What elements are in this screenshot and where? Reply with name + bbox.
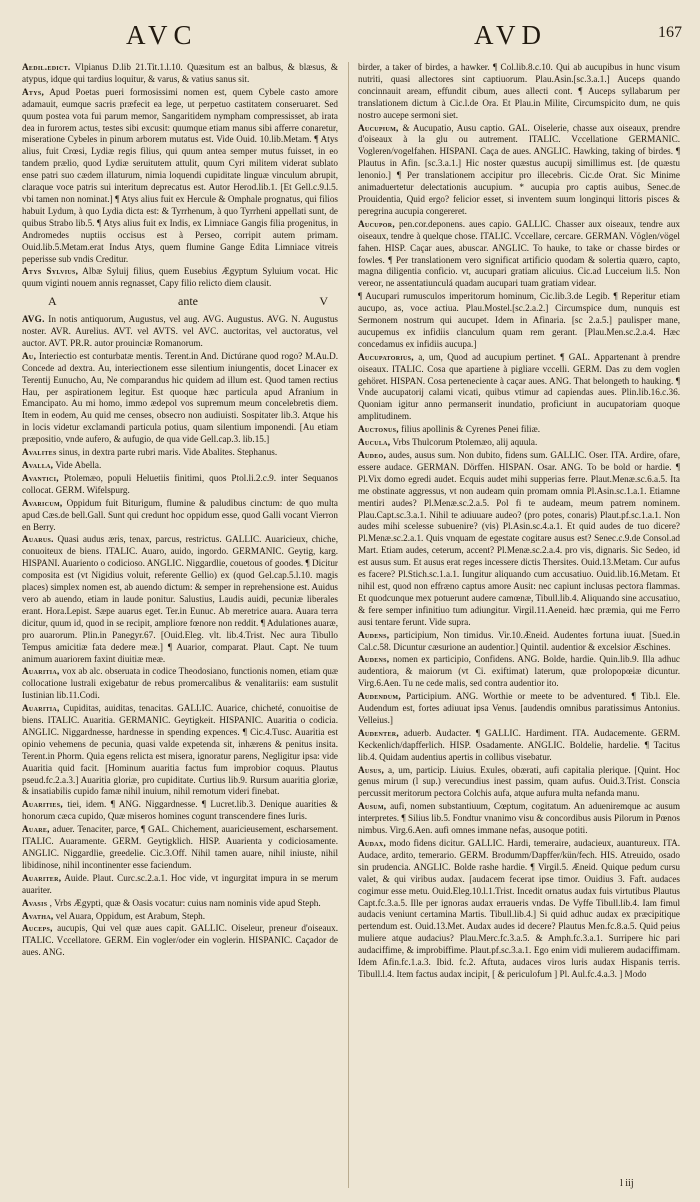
dictionary-entry <box>22 703 338 798</box>
entry-text: Cupiditas, auiditas, tenacitas. GALLIC. Auarice, chicheté, conuoitise de biens. ITALIC. Auaritia. GERMANIC. Geytigkeit. HISPANIC. Auaritia o codicia. ANGLIC. Niggardnesse, hardnesse in spending expences. ¶ Cic.4.Tusc. Auaritia est opinio vehemens de pecunia, quasi valde expetenda sit, inhærens & penitus insita. Terent.in Phorm. Quia egens relicta est misera, ignoratur parens, Negligitur ipsa: vide Auaritia quid facit. [Hominum auaritia factus fum improbior coquus. Plautus pseud.fc.2.a.3.] Auaritia gloriæ, pro cupiditate. Curtius lib.9. Rursum auaritia gloriæ, & insatiabilis cupido famæ nihil inuium, nihil remotum videri finebat. <box>22 703 338 797</box>
left-column <box>22 62 338 1190</box>
entry-text: a, um, Quod ad aucupium pertinet. ¶ GAL. Appartenant à prendre oiseaux. ITALIC. Cosa que apartiene à pigliare vccelli. GERM. Das zu dem voglen gehöret. HISPAN. Cosa perteneciente à caçar aues. ANG. That belongeth to hauking. ¶ Vnde aucupatorij calami vicati, quibus vtimur ad capiendas aues. Plin.lib.16.c.36. Quoniam igitur anno permanserit inundatio, proficiunt in aucupatoriam quoque amplitudinem. <box>358 351 680 422</box>
entry-text: Interiectio est conturbatæ mentis. Terent.in And. Dictúrane quod rogo? M.Au.D. Concede ad dextra. Au, interiectionem esse silentium iniungentis, docet Linacer ex Terentij Eunucho, Au, Ne comparandus hic quidem ad illum est. Quod tamen rectius Hau, per aspirationem legitur. Est quoque hæc particula apud Afranium in Emancipato. Au mi homo, immo ædepol vos supremum meum concelebretis diem. Item in eodem, Au quid me censes, obsecro non audiuisti. Sospitater lib.3. Atque his in locis videtur exclamandi particula potius, quam silentium imponendi. [Au etiam præpositio, vnde aufero, & aufugio, de qua vide Gell.cap.3. lib.15.] <box>22 350 338 445</box>
dictionary-entry <box>22 873 338 897</box>
dictionary-entry <box>22 87 338 266</box>
dictionary-entry <box>358 352 680 423</box>
entry-headword: Audenter, <box>358 727 399 738</box>
entry-text: aufi, nomen substantiuum, Cœptum, cogitatum. An adueniremque ac ausum interpretes. ¶ Silius lib.5. Fondtur vnanimo visu & concordibus ausis Pilorum in Pœnos nimbus. Virg.6.Aen. aufi omnes immane nefas, ausoque potiti. <box>358 801 680 836</box>
entry-headword: Ausum, <box>358 801 387 812</box>
dictionary-entry <box>358 654 680 690</box>
entry-text: Quasi audus æris, tenax, parcus, restrictus. GALLIC. Auaricieux, chiche, conuoiteux de biens. ITALIC. Auaro, auido, ingordo. GERMANIC. Geytig, karg. HISPANI. Auariento o codicioso. ANGLIC. Niggardlie, couetous of goodes. ¶ Dicitur composita est (vt Nigidius voluit, referente Gellio) ex (quod Gel.cap.5.l.10. magis places) simplex nomen est, ab auendo dictum: & semper in reprehensione est. Auidus vero ab auendo, etiam in laude ponitur. Salustius, Laudis auidi, pecuniæ liberales erant. Hora.Lepist. Sæpe auarus eget. Ter.in Eunuc. Ab meretrice auara. Auara terra dicitur, quum id, quod in se recipit, ampliore fœnore non reddit. ¶ Adulationes auaræ, pro auarorum. Plin.in Panegyr.67. [Ouid.Eleg. vlt. lib.4.Trist. Nec aura Tibullo Tempus amicitiæ fata dedere meæ.] ¶ Auarior, comparat. Plaut. Capt. Ne tuum animum auariorem faxint diuitiæ meæ. <box>22 534 338 664</box>
entry-text: modo fidens dicitur. GALLIC. Hardi, temeraire, audacieux, auantureux. ITA. Audace, ardito, temerario. GERM. Brodumm/Dapffer/kün/fech. HIS. Atreuido, osado sin prudencia. ANGLIC. Bolde rashe hardie. ¶ Virgil.5. Æneid. Quique pedum cursu valet, & qui viribus audax. [audacem fecerat ipse timor. Ouidius 3. Faft. audaces cogimur esse metu. Ouid.Eleg.10.l.1.Trist. Incedit ornatus audax fuis virtutibus Plautus Capt.fc.3.a.5. Ille per ignoras audax erraueris vndas. De Vyffe Tibull.lib.4. Iam fimul audacis veniunt certamina Martis. Tibull.lib.4.] Si quid adhuc audax ex præcipitique pertendum est. Ouid.13.Met. Audax audes id decere? Plautus Men.fc.8.a.5. Quid peius muliere atque audacius? Plau.Merc.fc.3.a.5. & Amph.fc.3.a.1. Surripere hic pari audaciffime, & improbiffime. Plaut.pf.sc.3.a.1. Ego enim vidi mulierem audaciffimam. Idem Afin.fc.1.a.3. Ibid. fc.2. Aftuta, audaces viros luris audax Hispanis terris. Tibull.l.4. Item factus audax incipit, [ & periculofum ] Pl. Aul.fc.4.a.3. ] Modo <box>358 838 680 979</box>
entry-headword: Avalites <box>22 447 57 458</box>
entry-headword: Auarities, <box>22 799 63 810</box>
dictionary-entry <box>358 291 680 351</box>
entry-headword: Avantici, <box>22 472 59 483</box>
entry-text: & Aucupatio, Ausu captio. GAL. Oiselerie, chasse aux oiseaux, prendre d'oiseaux à la glu ou autrement. ITALIC. Vccellatione GERMANIC. Vogleren/vogelfahen. HISPANI. Caça de aues. ANGLIC. Hawking, taking of birdes. ¶ Plautus in Afin. [sc.3.a.1.] Hic noster quæstus aucupij simillimus est. [de quæstu lenonio.] ¶ Per translationem accipitur pro illecebris. Cic.de Orat. Sic Minime animaduertetur delectationis aucupium. * aucupia pro captis auibus, Senec.de Prouidentia, Quid ergo? felicior esset, si inventem suum longinqui littoris pisces & peregrina aucupia congereret. <box>358 122 680 216</box>
column-divider <box>348 62 349 1188</box>
entry-headword: Auarus. <box>22 534 54 545</box>
section-letter-right: V <box>319 294 328 309</box>
entry-text: nomen ex participio, Confidens. ANG. Bolde, hardie. Quin.lib.9. Illa adhuc audentiora, & maiorum (vt Ci. exiftimat) laterum, quæ prolopopœiæ dicuntur. Virg.6.Aen. Tu ne cede malis, sed contra audentior ito. <box>358 654 680 689</box>
dictionary-entry <box>358 765 680 801</box>
dictionary-entry <box>22 824 338 872</box>
entry-headword: Auariter, <box>22 872 62 883</box>
entry-text: vel Auara, Oppidum, est Arabum, Steph. <box>55 910 206 921</box>
dictionary-entry <box>22 473 338 497</box>
entry-text: Albæ Syluij filius, quem Eusebius Ægyptum Syluium vocat. Hic quum viginti nouem annis regnasset, Capy filio relicto diem clausit. <box>22 266 338 289</box>
entry-headword: Avasis <box>22 897 48 908</box>
entry-text: Participium. ANG. Worthie or meete to be adventured. ¶ Tib.l. Ele. Audendum est, fortes adiuuat ipsa Venus. [audendis omnibus paratissimus Antonius. Velleius.] <box>358 691 680 725</box>
dictionary-entry <box>358 123 680 218</box>
page-number: 167 <box>658 24 682 41</box>
section-divider <box>22 292 338 312</box>
entry-headword: Audens, <box>358 654 390 665</box>
running-header <box>0 20 700 60</box>
entry-text: ¶ Aucupari rumusculos imperitorum hominum, Cic.lib.3.de Legib. ¶ Reperitur etiam aucupo, as, voce actiua. Plau.Mostel.[sc.2.a.2.] Circumspice dum, nunquis est Sermonem nostrum qui aucupet. Idem in Afinaria. [sc 2.a.5.] paulisper mane, aucupemus ex infidiis clanculum quam rem gerant. [Plau.Men.sc.2.a.4. Hæc concedamus ex infidiis aucupa.] <box>358 291 680 349</box>
entry-headword: Atys Sylvius, <box>22 266 79 277</box>
entry-headword: Aucula, <box>358 437 391 448</box>
entry-text: Oppidum fuit Biturigum, flumine & paludibus cinctum: de quo multa apud Cæs.de bell.Gall. Sunt qui credunt hoc oppidum esse, quod Galli vocant Vierron en Berry. <box>22 497 338 532</box>
entry-headword: Avalla, <box>22 460 54 470</box>
dictionary-entry <box>22 266 338 290</box>
entry-headword: Auceps, <box>22 923 53 934</box>
dictionary-entry <box>358 62 680 122</box>
entry-headword: Audendum, <box>358 691 401 702</box>
entry-headword: Audax, <box>358 838 387 848</box>
entry-text: tiei, idem. ¶ ANG. Niggardnesse. ¶ Lucret.lib.3. Denique auarities & honorum cæca cupido, Quæ miseros homines cogunt transcendere fines Iuris. <box>22 799 338 822</box>
entry-text: participium, Non timidus. Vir.10.Æneid. Audentes fortuna iuuat. [Sued.in Cal.c.58. Dicuntur cæsurione an audentior.] Quintil. audentior & excelsior Æschines. <box>358 629 680 652</box>
dictionary-entry <box>22 666 338 702</box>
entry-headword: Aucupium, <box>358 122 399 133</box>
entry-headword: AVG. <box>22 314 45 325</box>
entry-headword: Aucupatorius, <box>358 351 414 362</box>
dictionary-entry <box>22 460 338 472</box>
entry-headword: Auctonus, <box>358 424 399 435</box>
left-guide-word: AVC <box>126 20 198 50</box>
right-entries <box>358 62 680 981</box>
entry-text: aduer. Tenaciter, parce, ¶ GAL. Chichement, auaricieusement, escharsement. ITALIC. Auaramente. GERM. Geytigklich. HISP. Auarienta y codiciosamente. ANGLIC. Niggardlie, greedelie. Cic.3.Off. Nihil tamen auare, nihil iniuste, nihil libidinose, nihil incontinenter esse faciendum. <box>22 824 338 870</box>
entry-text: Vrbs Thulcorum Ptolemæo, alij aquula. <box>392 437 538 448</box>
entry-headword: Avatha, <box>22 910 54 921</box>
entry-text: Vlpianus D.lib 21.Tit.1.l.10. Quæsitum est an balbus, & blæsus, & atypus, idque qui tardius loquitur, & varus, & vatius sanus sit. <box>22 62 338 84</box>
dictionary-entry <box>22 351 338 446</box>
dictionary-entry <box>22 898 338 910</box>
entry-text: audes, ausus sum. Non dubito, fidens sum. GALLIC. Oser. ITA. Ardire, ofare, essere audace. GERMAN. Dörffen. HISPAN. Osar. ANG. To be bold or hardie. ¶ Pl.Vix domo egredi audet. Ecquis audet mihi supperias ferre. Plaut.Menæ.sc.6.a.5. Ita me obstinate aggressus, vt non audeam quin promam omnia Pl.Asin.sc.1.a.1. Etiamne mentiri audes? Pl.Menæ.sc.2.a.5. Pol fi te audeam, meum patrem nominem. Plau.Capt.sc.3.a.1. Nihil te adiuuare audeo? (pro potes, conaris) Plaut.pf.sc.1.a.1. Non audes mihi scelesse subuenire? (vis) Pl.Asin.sc.4.a.1. Et quid audes de tuo dicere? Pl.Menæ.sc.2.a.1. Quis vnquam de egestate cogitare ausus est? Senec.c.9.de Consol.ad Mart. Etiam audes, ceterum, accent? Pl.Menæ.sc.2.a.4. pro vis, dignaris. Sic Sedeo, id est ausus sum. Et ausus erat reges incessere dictis Thersites. Ouid.13.Metam. Cur aufus es facere? Pl.Stich.sc.1.a.1. Iungitur aliquando cum accusatiuo. Ouid.lib.16.Metam. Et nihil est, quod non effræno captus amore Ausit: nec capiunt inclusas pectora flammas. Et quodcunque mex potuerunt audere camœnæ, Tibull.lib.4. Aliquando sine accusatiuo, & fere semper infinitiuo tum adiungitur. Virgil.11.Aeneid. hæc præmia, qui me Ferro ausi tentare ferunt. Vide supra. <box>358 450 680 627</box>
dictionary-entry <box>358 424 680 436</box>
entry-text: Auide. Plaut. Curc.sc.2.a.1. Hoc vide, vt ingurgitat impura in se merum auariter. <box>22 872 338 895</box>
dictionary-entry <box>22 911 338 923</box>
dictionary-entry <box>22 447 338 459</box>
entry-headword: Avaricum, <box>22 497 63 508</box>
entry-text: , Vrbs Ægypti, quæ & Oasis vocatur: cuius nam nominis vide apud Steph. <box>49 897 321 908</box>
section-letter-left: A <box>48 294 57 309</box>
dictionary-entry <box>358 450 680 629</box>
entry-text: birder, a taker of birdes, a hawker. ¶ Col.lib.8.c.10. Qui ab aucupibus in hunc visum nutriti, quasi allectores sint captiuorum. Plau.Asin.[sc.3.a.1.] Auceps quando concinnauit aream, effundit cibum, aues allecti cont. ¶ Auceps syllabarum per translationem dictum à Cic.l.de Ora. Et Plau.in Milite, Circumspicito dum, ne quis nostro aucepe sermoni siet. <box>358 62 680 120</box>
entry-text: Vide Abella. <box>55 460 102 470</box>
dictionary-entry <box>358 437 680 449</box>
entry-text: vox ab alc. obseruata in codice Theodosiano, functionis nomen, etiam quæ collocatione lustrali exigebatur de rebus promercalibus & venalitariis: eam sustulit Iustinian lib.11.Codi. <box>22 666 338 701</box>
dictionary-entry <box>358 801 680 837</box>
entry-text: sinus, in dextra parte rubri maris. Vide Abalites. Stephanus. <box>58 447 278 458</box>
entry-headword: Aucupor, <box>358 218 395 229</box>
dictionary-entry <box>22 534 338 665</box>
dictionary-entry <box>22 799 338 823</box>
entry-text: filius apollinis & Cyrenes Penei filiæ. <box>401 424 540 435</box>
section-word: ante <box>178 294 198 309</box>
entry-text: In notis antiquorum, Augustus, vel aug. AVG. Augustus. AVG. N. Augustus noster. AVR. Aurelius. AVT. vel AVTS. vel AVC. auctoritas, vel auctoratus, vel auctor. AVT. PR.R. autor prouinciæ Romanorum. <box>22 314 338 348</box>
entry-headword: Auaritia, <box>22 666 60 677</box>
dictionary-entry <box>358 219 680 290</box>
entry-text: pen.cor.deponens. aues capio. GALLIC. Chasser aux oiseaux, tendre aux oiseaux, tendre à quelque chose. ITALIC. Vccellare, cercare. GERMAN. Vöglen/vögel fahen. HISP. Caçar aues, abuscar. ANGLIC. To hauke, to take or chasse birdes or fowles. ¶ Per translationem vero significat artificio quodam & solertia quæro, capto, magna diligentia conficio. vt, aucupari gratiam alicuius. Cic.ad Lucceium li.5. Non vereor, ne assentatiunculá quadam aucupari tuam gratiam videar. <box>358 218 680 289</box>
entry-headword: Atys, <box>22 86 45 97</box>
entry-headword: Audens, <box>358 629 390 640</box>
dictionary-entry <box>22 62 338 86</box>
entry-headword: Auare, <box>22 824 50 835</box>
right-guide-word: AVD <box>474 20 548 50</box>
entry-headword: Ausus, <box>358 764 385 775</box>
entry-headword: Audeo, <box>358 450 387 460</box>
entry-text: aduerb. Audacter. ¶ GALLIC. Hardiment. ITA. Audacemente. GERM. Keckenlich/dapfferlich. HISP. Osadamente. ANGLIC. Boldelie, hardelie. ¶ Tacitus lib.4. Quidam audentius apertis in collibus visebatur. <box>358 727 680 762</box>
signature-mark: l iij <box>620 1178 634 1189</box>
entry-headword: Auaritia, <box>22 703 60 714</box>
right-column <box>358 62 680 1190</box>
entry-text: Ptolemæo, populi Heluetiis finitimi, quos Ptol.li.2.c.9. inter Sequanos collocat. GERM. Wifelspurg. <box>22 472 338 495</box>
entry-text: Apud Poetas pueri formosissimi nomen est, quem Cybele casto amore adamauit, eumque sacris præfecit ea lege, ut perpetuo castitatem conseruaret. Sed quum postea vota fui parum memor, Sangaritidem nympham compressisset, ab irata dea in furorem actus, testes sibi excusit: quumque etiam manus sibi afferre conaretur, miseratione Cybeles in pinum arborem mutatus est. Vide Ouid. 10.lib.Metam. ¶ Atys alius, fuit Crœsi, Lydiæ regis filius, qui quum antea semper mutus fuisset, in eo tandem prælio, quod Lydiæ seruitutem attulit, quum Cyri militem viderat sublato ense patri suo cædem illaturum, nimia loquendi cupiditate linguæ vinculum abrupit, claraque voce patris sui interitum deprecatus est. Autor Herod.lib.1. [Et Gell.c.9.l.5. vbi tamen non nominat.] ¶ Atys alius fuit ex Hercule & Omphale prognatus, qui filios habuit Lydum, à quo Lydia dicta est: & Tyrrhenum, à quo Tyrrheni appellati sunt, de quibus Strabo lib.5. ¶ Atys alius fuit ex Indis, ex Limniace Gangis filia progenitus, in Andromedes nuptiis occisus est à Perseo, corripit autem primam. Ouid.lib.5.Metam.erat Indus Atys, quem flumine Gange Edita Limniace vitreis peperisse sub vndis Creditur. <box>22 86 338 264</box>
dictionary-entry <box>358 691 680 727</box>
entry-text: aucupis, Qui vel quæ aues capit. GALLIC. Oiseleur, preneur d'oiseaux. ITALIC. Vccellatore. GERM. Ein vogler/oder ein voglerin. HISPANIC. Caçador de aues. ANG. <box>22 923 338 958</box>
dictionary-entry <box>22 498 338 534</box>
left-top-entries <box>22 62 338 290</box>
dictionary-entry <box>358 728 680 764</box>
entry-headword: Au, <box>22 350 37 361</box>
dictionary-entry <box>358 630 680 654</box>
left-main-entries <box>22 314 338 959</box>
dictionary-entry <box>358 838 680 981</box>
dictionary-entry <box>22 314 338 350</box>
dictionary-entry <box>22 923 338 959</box>
entry-text: a, um, particip. Liuius. Exules, obærati, aufi capitalia plerique. [Quint. Hoc genus mirum (l sup.) verecundius inest passim, quam aufus. Ouid.3.Trist. Conscia percussit meritorum pectora Colchis aufa, atque aufura multa nefanda manu. <box>358 764 680 799</box>
entry-headword: Aedil.edict. <box>22 62 71 72</box>
